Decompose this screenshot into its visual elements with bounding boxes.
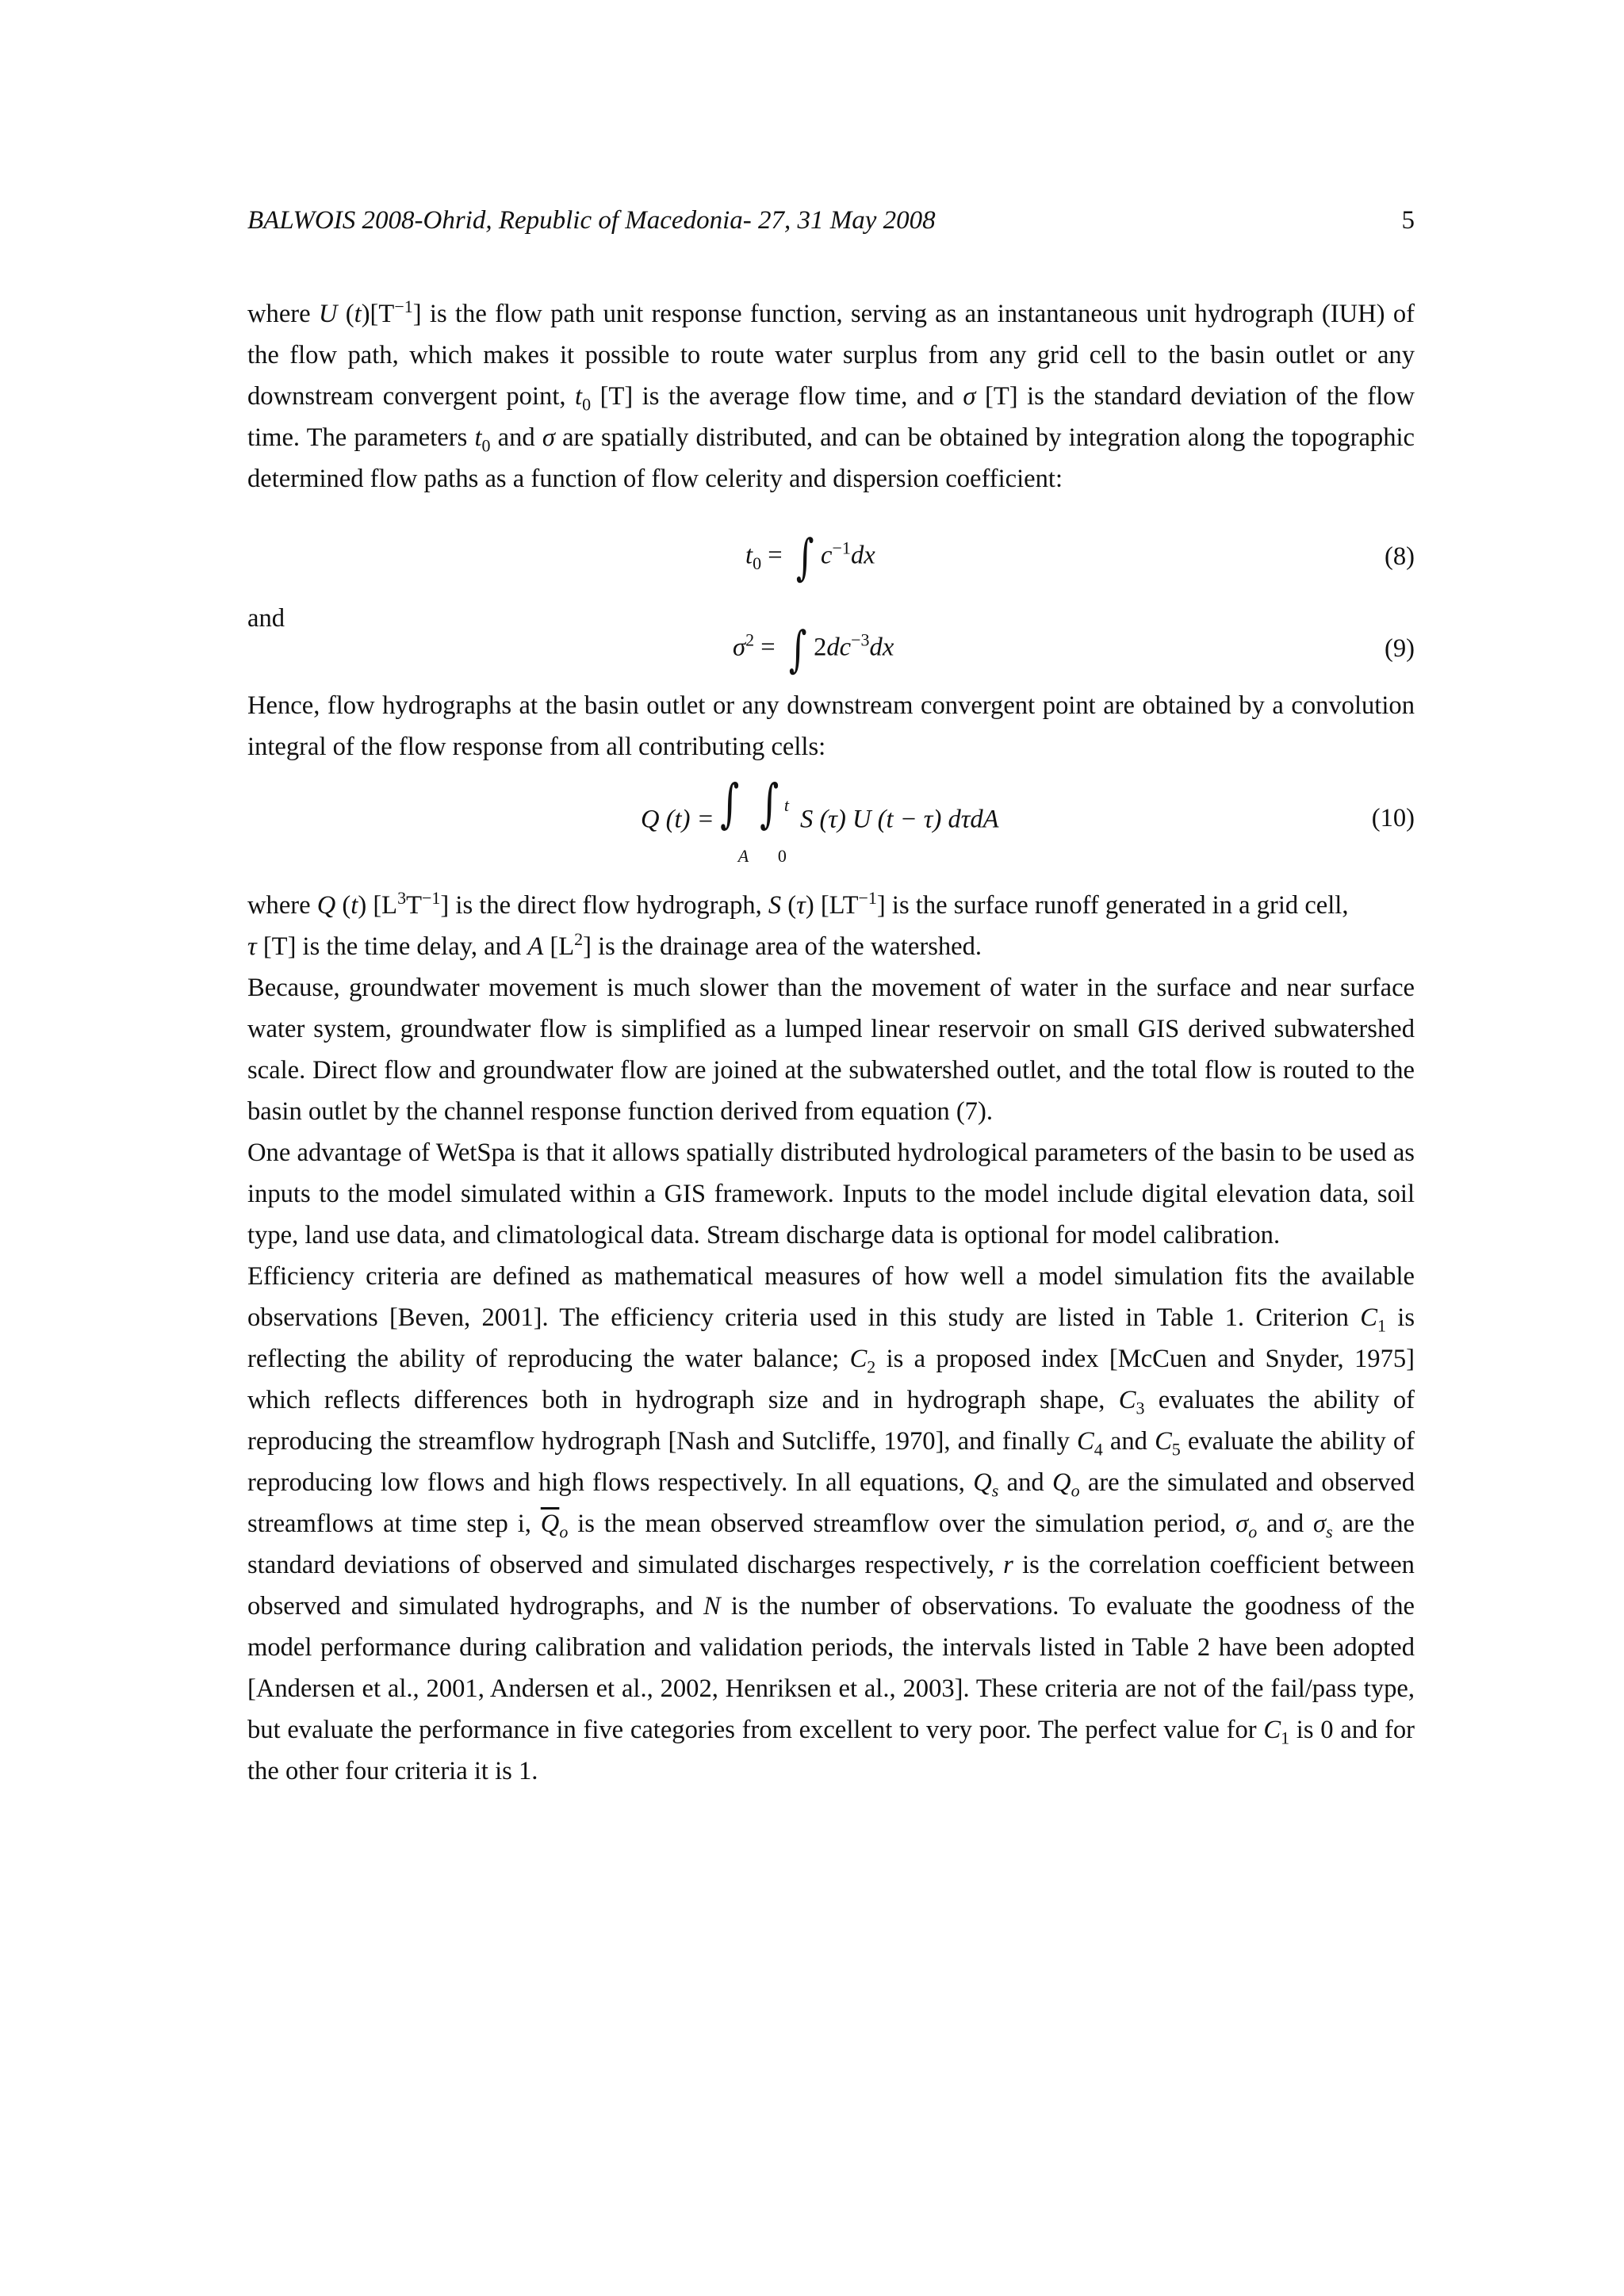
page bbox=[247, 197, 1415, 1785]
equation-9-number: (9) bbox=[1385, 634, 1415, 663]
equation-10 bbox=[247, 767, 1415, 878]
equation-8-number: (8) bbox=[1385, 542, 1415, 571]
equation-8 bbox=[247, 515, 1415, 598]
running-header bbox=[247, 197, 1415, 244]
equation-8-expression: $t_0$ = ∫ $c^{-1}dx$ bbox=[745, 528, 875, 586]
paragraph-5: One advantage of WetSpa is that it allows spatially distributed hydrological parameters of the basin to be used as inputs to the model simulated within a GIS framework. Inputs to the model include digital elevation data, soil type, land use data, and climatological data. Stream discharge data is optional for model calibration. bbox=[247, 1138, 1415, 1249]
page-number: 5 bbox=[1401, 206, 1415, 235]
equation-9 bbox=[247, 598, 1415, 685]
integral-over-time: ∫ 0 t bbox=[760, 773, 789, 866]
header-title: BALWOIS 2008-Ohrid, Republic of Macedonia- 27, 31 May 2008 bbox=[247, 206, 936, 235]
paragraph-1: where U $(t)[T^{-1}]$ is the flow path unit response function, serving as an instantaneous unit hydrograph (IUH) of the flow path, which makes it possible to route water surplus from any grid cell to the basin outlet or any downstream convergent point, $t_0$ [T] is the average flow time, and σ [T] is the standard deviation of the flow time. The parameters $t_0$ and σ are spatially distributed, and can be obtained by integration along the topographic determined flow paths as a function of flow celerity and dispersion coefficient: bbox=[247, 297, 1415, 493]
body-text bbox=[247, 293, 1415, 1792]
equation-9-expression: $\sigma^2$ = ∫ $2dc^{-3}dx$ bbox=[733, 620, 894, 678]
paragraph-6: Efficiency criteria are defined as mathematical measures of how well a model simulation fits the available observations [Beven, 2001]. The efficiency criteria used in this study are listed in Table 1. Criterion $C_1$ is reflecting the ability of reproducing the water balance; $C_2$ is a proposed index [McCuen and Snyder, 1975] which reflects differences both in hydrograph size and in hydrograph shape, $C_3$ evaluates the ability of reproducing the streamflow hydrograph [Nash and Sutcliffe, 1970], and finally $C_4$ and $C_5$ evaluate the ability of reproducing low flows and high flows respectively. In all equations, $Q_s$ and $Q_o$ are the simulated and observed streamflows at time step i, $\overline{Q}_o$ is the mean observed streamflow over the simulation period, $\sigma_o$ and $\sigma_s$ are the standard deviations of observed and simulated discharges respectively, r is the correlation coefficient between observed and simulated hydrographs, and N is the number of observations. To evaluate the goodness of the model performance during calibration and validation periods, the intervals listed in Table 2 have been adopted [Andersen et al., 2001, Andersen et al., 2002, Henriksen et al., 2003]. These criteria are not of the fail/pass type, but evaluate the performance in five categories from excellent to very poor. The perfect value for $C_1$ is 0 and for the other four criteria it is 1. bbox=[247, 1262, 1415, 1785]
paragraph-2: Hence, flow hydrographs at the basin outlet or any downstream convergent point are obtained by a convolution integral of the flow response from all contributing cells: bbox=[247, 691, 1415, 761]
integral-sign: ∫ bbox=[795, 528, 814, 586]
equation-10-number: (10) bbox=[1371, 804, 1415, 832]
integral-over-area: ∫ A bbox=[719, 773, 749, 866]
paragraph-4: Because, groundwater movement is much slower than the movement of water in the surface and near surface water system, groundwater flow is simplified as a lumped linear reservoir on small GIS derived subwatershed scale. Direct flow and groundwater flow are joined at the subwatershed outlet, and the total flow is routed to the basin outlet by the channel response function derived from equation (7). bbox=[247, 974, 1415, 1126]
integral-sign: ∫ bbox=[788, 620, 807, 678]
equation-10-expression: Q (t) = ∫ A ∫ 0 t S (τ) U (t − τ) dτdA bbox=[641, 773, 999, 866]
paragraph-3: where Q (t) $[L^3T^{-1}]$ is the direct flow hydrograph, S (τ) $[LT^{-1}]$ is the surface runoff generated in a grid cell, τ [T] is the time delay, and A $[L^2]$ is the drainage area of the watershed. bbox=[247, 888, 1349, 961]
and-label: and bbox=[247, 604, 285, 633]
